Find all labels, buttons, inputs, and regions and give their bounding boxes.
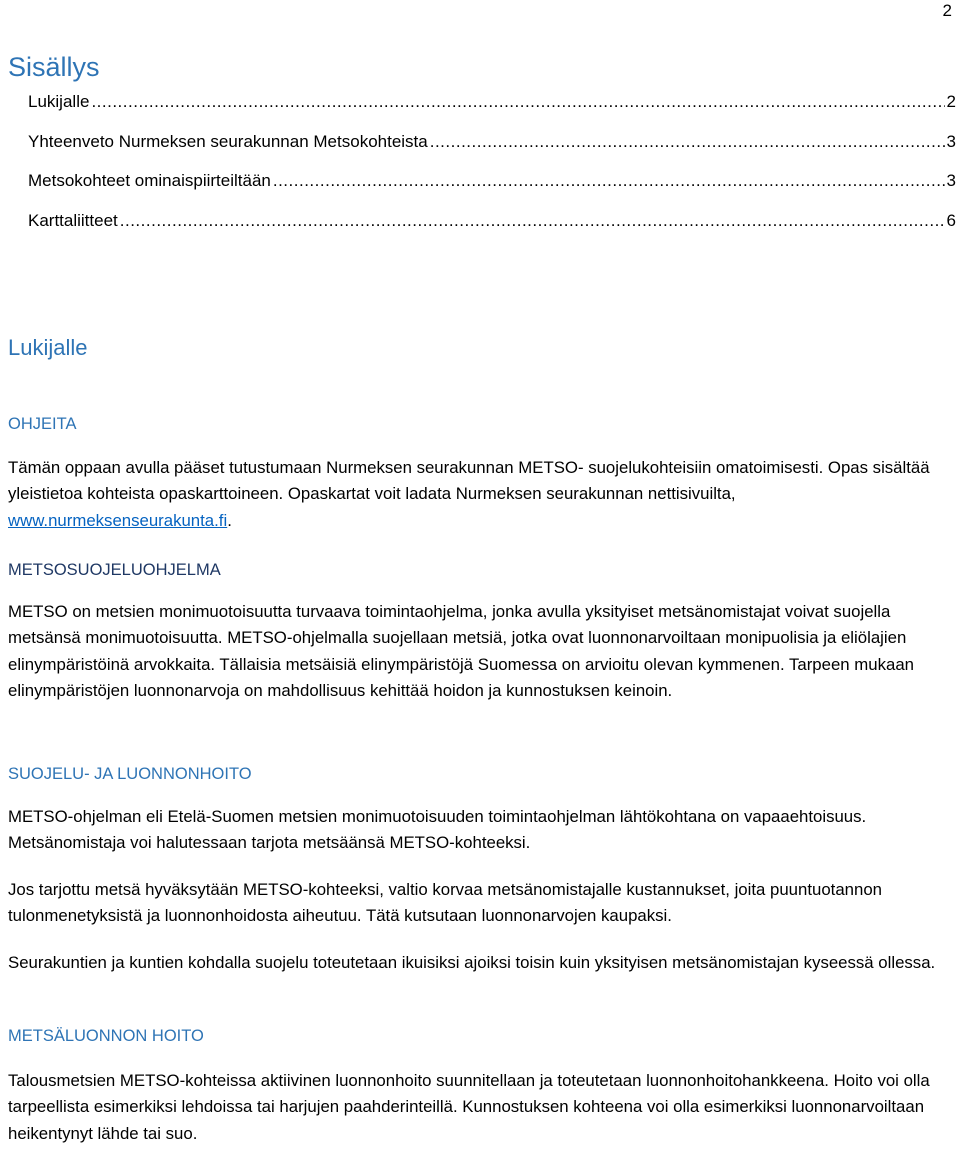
toc-leader-dots <box>91 90 944 114</box>
subheading-ohjeita: OHJEITA <box>8 415 77 433</box>
subheading-metsosuojeluohjelma: METSOSUOJELUOHJELMA <box>8 561 221 579</box>
paragraph-text: . <box>227 510 232 530</box>
toc-entry-label: Karttaliitteet <box>28 210 118 230</box>
toc-entry-page: 3 <box>946 171 956 190</box>
paragraph-metsosuojeluohjelma: METSO on metsien monimuotoisuutta turvaava toimintaohjelma, jonka avulla yksityiset metsänomistajat voivat suojella metsänsä monimuotoisuutta. METSO-ohjelmalla suojellaan metsiä, jotka ovat luonnonarvoiltaan monipuolisia ja eliölajien elinympäristöinä arvokkaita. Tällaisia metsäisiä elinympäristöjä Suomessa on arvioitu olevan kymmenen. Tarpeen mukaan elinympäristöjen luonnonarvoja on mahdollisuus kehittää hoidon ja kunnostuksen keinoin. <box>8 602 915 700</box>
page-number: 2 <box>942 1 952 20</box>
paragraph-ohjeita <box>8 455 956 534</box>
toc-entry-lukijalle[interactable] <box>28 90 956 130</box>
toc-entry-label: Metsokohteet ominaispiirteiltään <box>28 171 271 190</box>
toc-entry-metsokohteet[interactable] <box>28 169 956 209</box>
table-of-contents <box>28 90 956 248</box>
toc-entry-page: 6 <box>946 210 956 230</box>
paragraph-suojelu-3: Seurakuntien ja kuntien kohdalla suojelu toteutetaan ikuisiksi ajoiksi toisin kuin yksityisen metsänomistajan kyseessä ollessa. <box>8 953 936 972</box>
toc-entry-page: 3 <box>946 131 956 151</box>
paragraph-suojelu-1: METSO-ohjelman eli Etelä-Suomen metsien monimuotoisuuden toimintaohjelman lähtökohtana on vapaaehtoisuus. Metsänomistaja voi halutessaan tarjota metsäänsä METSO-kohteeksi. <box>8 807 867 853</box>
toc-entry-karttaliitteet[interactable] <box>28 209 956 249</box>
toc-entry-yhteenveto[interactable] <box>28 130 956 170</box>
toc-entry-page: 2 <box>946 92 956 111</box>
paragraph-suojelu-2: Jos tarjottu metsä hyväksytään METSO-kohteeksi, valtio korvaa metsänomistajalle kustannukset, joita puuntuotannon tulonmenetyksistä ja luonnonhoidosta aiheutuu. Tätä kutsutaan luonnonarvojen kaupaksi. <box>8 880 883 926</box>
contents-heading: Sisällys <box>8 52 100 82</box>
section-heading-lukijalle: Lukijalle <box>8 335 88 360</box>
parish-website-link[interactable]: www.nurmeksenseurakunta.fi <box>8 510 228 530</box>
subheading-suojelu: SUOJELU- JA LUONNONHOITO <box>8 765 252 783</box>
toc-leader-dots <box>430 130 945 154</box>
toc-leader-dots <box>120 209 945 233</box>
toc-leader-dots <box>273 169 945 193</box>
paragraph-text: Tämän oppaan avulla pääset tutustumaan Nurmeksen seurakunnan METSO- suojelukohteisiin omatoimisesti. Opas sisältää yleistietoa kohteista opaskarttoineen. Opaskartat voit ladata Nurmeksen seurakunnan nettisivuilta, <box>8 458 930 504</box>
toc-entry-label: Yhteenveto Nurmeksen seurakunnan Metsokohteista <box>28 131 428 151</box>
toc-entry-label: Lukijalle <box>28 92 90 111</box>
paragraph-metsaluonnon-hoito: Talousmetsien METSO-kohteissa aktiivinen luonnonhoito suunnitellaan ja toteutetaan luonnonhoitohankkeena. Hoito voi olla tarpeellista esimerkiksi lehdoissa tai harjujen paahderinteillä. Kunnostuksen kohteena voi olla esimerkiksi luonnonarvoiltaan heikentynyt lähde tai suo. <box>8 1071 930 1143</box>
subheading-metsaluonnon-hoito: METSÄLUONNON HOITO <box>8 1027 204 1045</box>
